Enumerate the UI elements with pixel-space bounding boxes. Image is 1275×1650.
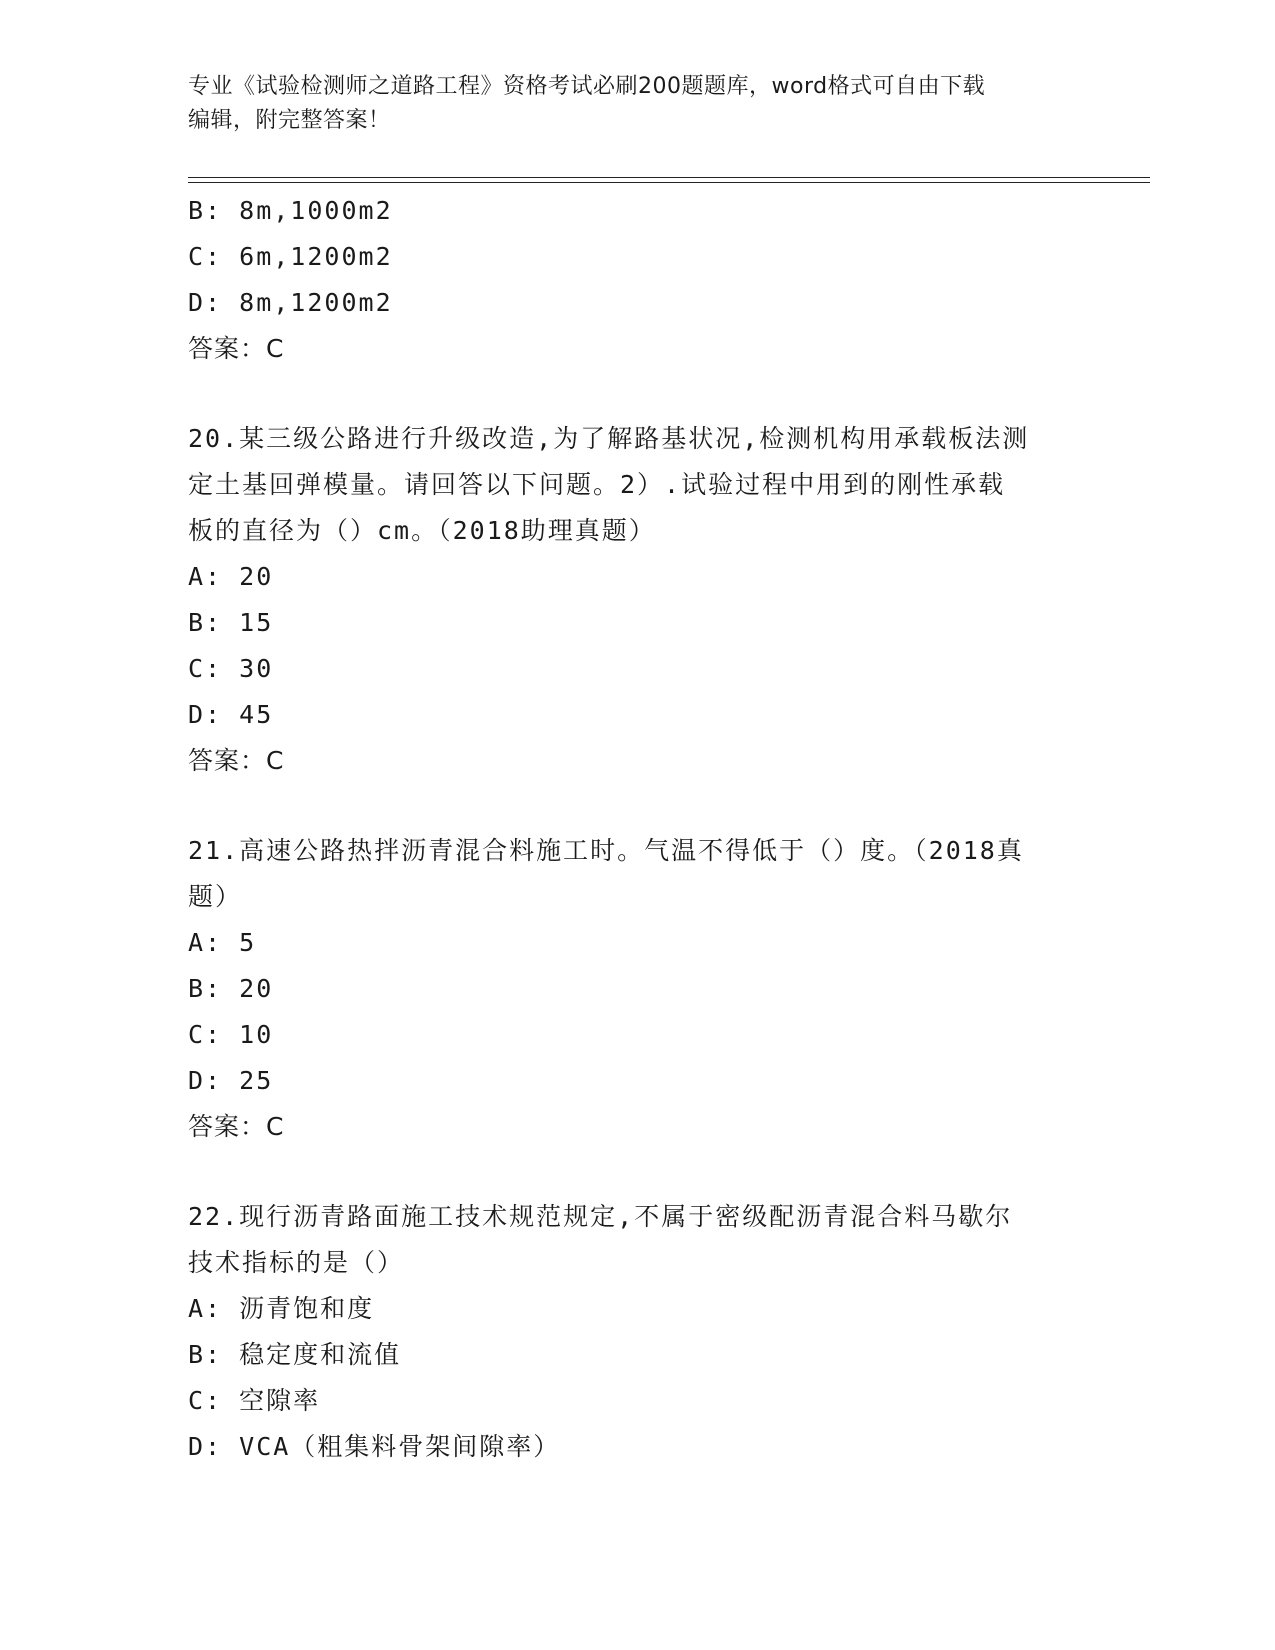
option-c: C: 空隙率	[188, 1386, 321, 1415]
question-21	[188, 828, 1088, 1150]
option-b: B: 20	[188, 974, 274, 1003]
option-a: A: 5	[188, 928, 257, 957]
option-a: A: 20	[188, 562, 274, 591]
page-header	[188, 70, 1088, 138]
option-d: D: 8m,1200m2	[188, 288, 393, 317]
option-a: A: 沥青饱和度	[188, 1294, 375, 1323]
header-line-1: 专业《试验检测师之道路工程》资格考试必刷200题题库，word格式可自由下载	[188, 74, 986, 99]
question-text-line: 21.高速公路热拌沥青混合料施工时。气温不得低于（）度。（2018真	[188, 836, 1024, 865]
option-c: C: 10	[188, 1020, 274, 1049]
option-c: C: 30	[188, 654, 274, 683]
answer-label: 答案：C	[188, 1112, 285, 1141]
spacer	[188, 784, 1088, 828]
question-20	[188, 416, 1088, 784]
option-d: D: 25	[188, 1066, 274, 1095]
option-b: B: 8m,1000m2	[188, 196, 393, 225]
header-rule-top	[188, 177, 1150, 178]
option-d: D: VCA（粗集料骨架间隙率）	[188, 1432, 561, 1461]
option-b: B: 稳定度和流值	[188, 1340, 402, 1369]
header-rule-bottom	[188, 182, 1150, 183]
question-22	[188, 1194, 1088, 1470]
header-line-2: 编辑，附完整答案！	[188, 108, 391, 133]
spacer	[188, 372, 1088, 416]
option-d: D: 45	[188, 700, 274, 729]
question-text-line: 板的直径为（）cm。（2018助理真题）	[188, 516, 656, 545]
document-body	[188, 188, 1088, 1470]
option-c: C: 6m,1200m2	[188, 242, 393, 271]
answer-label: 答案：C	[188, 334, 285, 363]
question-text-line: 技术指标的是（）	[188, 1248, 405, 1277]
spacer	[188, 1150, 1088, 1194]
question-text-line: 定土基回弹模量。请回答以下问题。2）.试验过程中用到的刚性承载	[188, 470, 1006, 499]
question-text-line: 20.某三级公路进行升级改造,为了解路基状况,检测机构用承载板法测	[188, 424, 1030, 453]
question-text-line: 22.现行沥青路面施工技术规范规定,不属于密级配沥青混合料马歇尔	[188, 1202, 1013, 1231]
answer-label: 答案：C	[188, 746, 285, 775]
question-text-line: 题）	[188, 882, 243, 911]
option-b: B: 15	[188, 608, 274, 637]
prev-question	[188, 188, 1088, 372]
